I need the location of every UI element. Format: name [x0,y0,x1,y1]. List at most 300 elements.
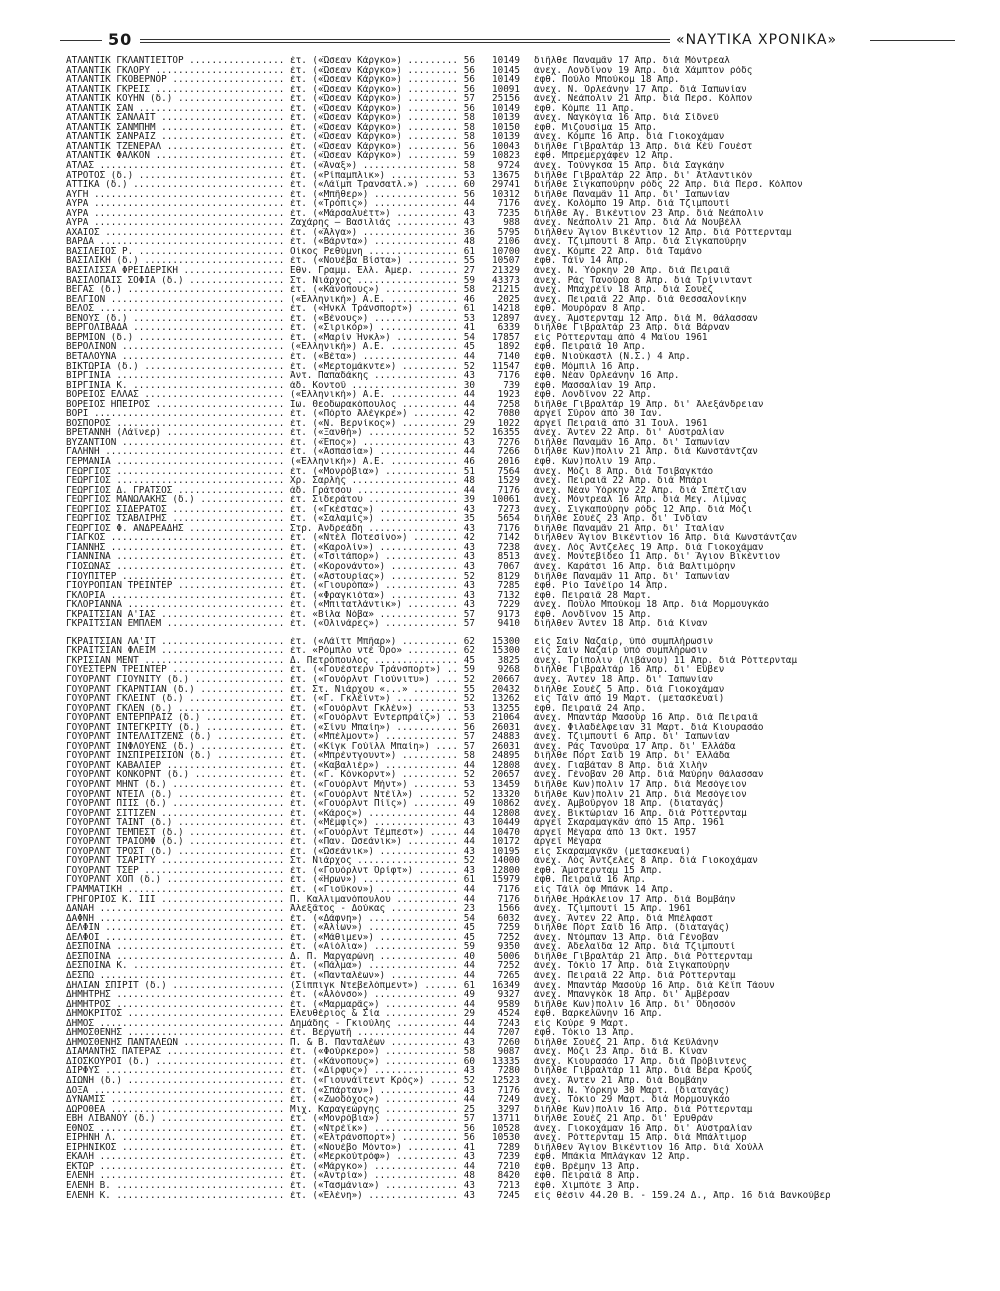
ship-owner: ἑτ. («Γιουρόπα») ..... [290,581,460,591]
ship-name: ΑΥΓΗ ..... [66,190,286,200]
ship-tonnage: 7260 [497,1037,520,1048]
ship-position: ἀνεχ. Ναγκόγια 16 Ἀπρ. διὰ Σίδνεϋ [534,113,719,123]
ship-row [66,1009,966,1019]
ship-tonnage: 10530 [492,1133,520,1143]
ship-tonnage: 7213 [497,1180,520,1191]
ship-owner: ἑτ. («Ἥρων») ..... [290,875,460,885]
ship-owner: ἑτ. («Γουέστερν Τράνσπορτ») ..... [290,665,460,675]
ship-year: 57 [463,619,475,629]
ship-owner: ἑτ. («Ἔπος») ..... [290,438,460,448]
ship-tonnage: 10470 [492,827,520,838]
ship-position: ἀνεχ. Τζιμπουτί 8 Ἀπρ. διὰ Σιγκαπούρην [534,237,747,247]
ship-row [66,352,966,362]
ship-year: 44 [463,1018,475,1029]
ship-row [66,447,966,457]
ship-row [66,809,966,819]
ship-owner: ἑτ. («Γουόρλντ Γιούνιτυ») ..... [290,675,460,685]
ship-name: ΑΤΤΙΚΑ (δ.) ..... [66,180,286,190]
ship-name: ΓΙΑΝΝΗΣ ..... [66,543,286,553]
ship-row [66,581,966,591]
ship-position: ἀνεχ. Ἄμστερνταμ 12 Ἀπρ. διὰ Μ. Θάλασσαν [534,313,758,324]
ship-year: 36 [463,227,475,238]
ship-name: ΓΟΥΟΡΛΝΤ ΓΚΛΕΝ (δ.) ..... [66,704,286,714]
ship-tonnage: 10139 [492,132,520,142]
ship-row [66,132,966,142]
ship-owner: Ἀλεξᾶτος - Δούκας ..... [290,904,460,914]
ship-row [66,285,966,295]
ship-tonnage: 14000 [492,856,520,866]
ship-year: 57 [463,94,475,104]
ship-row [66,514,966,524]
ship-owner: ἑτ. («Αἰόλια») ..... [290,942,460,952]
ship-owner: ἑτ. («Κορονάντο») ..... [290,562,460,572]
ship-name: ΔΕΣΠΟΙΝΑ Κ. ..... [66,961,286,971]
ship-year: 39 [463,495,475,505]
group-gap [66,629,966,637]
ship-tonnage: 7080 [497,409,520,419]
ship-row [66,428,966,438]
ship-position: ἀνεχ. Ἄντεν 22 Ἀπρ. διὰ Μπέλφαστ [534,913,714,924]
ship-year: 44 [463,447,475,457]
ship-row [66,1133,966,1143]
ship-tonnage: 9268 [497,665,520,675]
ship-position: ἀργεῖ Μέγαρα ἀπὸ 13 Ὀκτ. 1957 [534,827,697,838]
ship-name: ΓΟΥΟΡΛΝΤ ΙΝΦΛΟΥΕΝΣ (δ.) ..... [66,742,286,752]
ship-owner: ἑτ. («Κάρος») ..... [290,809,460,819]
ship-row [66,828,966,838]
ship-year: 56 [463,84,475,95]
ship-tonnage: 8513 [497,552,520,562]
ship-owner: Ἀντ. Παπαδάκης ..... [290,371,460,381]
ship-name: ΑΥΡΑ ..... [66,199,286,209]
ship-tonnage: 7176 [497,523,520,534]
ship-owner: ἑτ. («Γουόρλντ Ντέϊλ») ..... [290,790,460,800]
ship-name: ΒΥΖΑΝΤΙΟΝ ..... [66,438,286,448]
ship-position: ἀνεχ. Καράτσι 16 Ἀπρ. διὰ Βαλτιμόρην [534,561,736,572]
ship-owner: ἑτ. («Γκέστας») ..... [290,505,460,515]
ship-tonnage: 7280 [497,1066,520,1076]
ship-name: ΒΟΡΙ ..... [66,409,286,419]
ship-position: ἐφθ. Κόμπε 11 Ἀπρ. [534,103,635,114]
ship-tonnage: 9724 [497,161,520,171]
ship-owner: ἑτ. («Ντρέϊκ») ..... [290,1124,460,1134]
ship-year: 49 [463,799,475,809]
ship-owner: ἑτ. («Ὀλινάρες») ..... [290,619,460,629]
ship-tonnage: 7176 [497,1085,520,1096]
ship-year: 42 [463,409,475,419]
ship-row [66,591,966,601]
ship-row [66,457,966,467]
ship-tonnage: 13262 [492,694,520,704]
ship-position: ἐφθ. Πειραιᾶ 10 Ἀπρ. [534,342,646,352]
ship-tonnage: 7067 [497,561,520,572]
ship-year: 52 [463,428,475,438]
ship-position: ἀνεχ. Λὸς Ἄντζελες 8 Ἀπρ. διὰ Γιοκοχάμαν [534,856,758,866]
ship-position: ἀνεχ. Λονδῖνον 19 Ἀπρ. διὰ Χάμπτον ρόδς [534,65,753,76]
ship-position: ἀργεῖ Μέγαρα [534,837,602,847]
ship-owner: («Ἑλληνική») Α.Ε. ..... [290,295,460,305]
ship-owner: Στρ. Ἀνδρεάδη ..... [290,524,460,534]
ship-tonnage: 10172 [492,837,520,847]
ship-name: ΓΕΩΡΓΙΟΣ Φ. ΑΝΔΡΕΑΔΗΣ ..... [66,524,286,534]
ship-name: ΑΤΛΑΝΤΙΚ ΣΑΝ ..... [66,104,286,114]
ship-tonnage: 7176 [497,485,520,496]
ship-position: διῆλθε Κων)πολιν 17 Ἀπρ. διὰ Μεσόγειον [534,780,747,790]
ship-name: ΕΒΗ ΛΙΒΑΝΟΥ (δ.) ..... [66,1114,286,1124]
ship-row [66,190,966,200]
ship-owner: ἑτ. («Γουόρλντ Μήντ») ..... [290,780,460,790]
ship-position: ἀνεχ. Ἄντεν 21 Ἀπρ. διὰ Βομβάην [534,1075,708,1086]
ship-row [66,409,966,419]
ship-position: ἐφθ. Μασσαλίαν 19 Ἀπρ. [534,380,658,391]
ship-year: 59 [463,151,475,162]
ship-name: ΒΕΝΟΥΣ (δ.) ..... [66,314,286,324]
ship-row [66,875,966,885]
ship-position: ἀνεχ. Τούνγκσα 15 Ἀπρ. διὰ Σαγκάην [534,161,725,171]
ship-owner: Χρ. Σαρλής ..... [290,476,460,486]
ship-year: 53 [463,313,475,324]
ship-year: 55 [463,684,475,695]
ship-position: διῆλθεν Ἅγιον Βικέντιον 16 Ἀπρ. διὰ Κωνστάντζαν [534,533,798,543]
ship-row [66,818,966,828]
ship-position: διῆλθε Γιβραλτὰρ 11 Ἀπρ. διὰ Βέρα Κρούζ [534,1066,753,1076]
ship-year: 30 [463,380,475,391]
ship-year: 61 [463,246,475,257]
ship-position: ἐφθ. Ρίο Ἰανέϊρο 14 Ἀπρ. [534,581,669,591]
ship-owner: ἑτ. («Ὤσεαν Κάργκο») ..... [290,132,460,142]
ship-year: 27 [463,266,475,276]
ship-year: 45 [463,342,475,352]
ship-year: 56 [463,189,475,200]
ship-position: διῆλθε Γιβραλτὰρ 16 Ἀπρ. δι' Εὔβεν [534,665,725,675]
ship-owner: ἑτ. («Ὤσεαν Κάργκο») ..... [290,123,460,133]
ship-name: ΕΛΕΝΗ Κ. ..... [66,1191,286,1201]
ship-tonnage: 10528 [492,1123,520,1134]
ship-year: 53 [463,713,475,723]
ship-name: ΑΤΛΑΝΤΙΚ ΤΖΕΝΕΡΑΛ ..... [66,142,286,152]
ship-name: ΒΟΡΕΙΟΣ ΗΠΕΙΡΟΣ ..... [66,400,286,410]
ship-position: ἀνεχ. Λὸς Ἄντζελες 19 Ἀπρ. διὰ Γιοκοχάμαν [534,542,764,553]
ship-row [66,161,966,171]
ship-year: 54 [463,332,475,343]
publication-title: «ΝΑΥΤΙΚΑ ΧΡΟΝΙΚΑ» [676,32,838,48]
ship-name: ΓΟΥΟΡΛΝΤ ΧΟΠ (δ.) ..... [66,875,286,885]
ship-tonnage: 20667 [492,675,520,685]
ship-owner: ἑτ. («Γιουνάϊτεντ Κρός») ..... [290,1076,460,1086]
ship-tonnage: 988 [503,218,520,228]
ship-name: ΑΥΡΑ ..... [66,218,286,228]
ship-position: ἀνεχ. Μπαντὰρ Μασοὺρ 16 Ἀπρ. διὰ Κέϊπ Τάουν [534,980,775,991]
ship-position: ἀνεχ. Πούλο Μπούκομ 18 Ἀπρ. διὰ Μορμουγκάο [534,600,770,610]
ship-row [66,333,966,343]
ship-owner: Δ. Πετρόπουλος ..... [290,656,460,666]
ship-position: ἐφθ. Κων)πολιν 19 Ἀπρ. [534,456,658,467]
ship-year: 44 [463,1095,475,1105]
ship-row [66,637,966,647]
ship-year: 58 [463,122,475,133]
ship-name: ΒΕΛΟΣ ..... [66,304,286,314]
ship-name: ΓΙΑΓΚΟΣ ..... [66,533,286,543]
ship-row [66,847,966,857]
ship-owner: ἑτ. («Ὤσεαν Κάργκο») ..... [290,151,460,161]
ship-year: 44 [463,961,475,971]
ship-name: ΓΟΥΟΡΛΝΤ ΤΕΜΠΕΣΤ (δ.) ..... [66,828,286,838]
ship-owner: ἑτ. («Ὤσεαν Κάργκο») ..... [290,94,460,104]
ship-position: εἰς Σαὶν Ναζαίρ, ὑπὸ συμπλήρωσιν [534,636,714,647]
ship-owner: ἑτ. («Μπέλμοντ») ..... [290,732,460,742]
ship-owner: ἑτ. («Μονρόβια») ..... [290,467,460,477]
ship-year: 56 [463,103,475,114]
ship-name: ΔΙΩΝΗ (δ.) ..... [66,1076,286,1086]
ship-tonnage: 7245 [497,1190,520,1201]
ship-row [66,1124,966,1134]
ship-year: 43 [463,208,475,219]
ship-row [66,495,966,505]
ship-owner: ἑτ. («Ἄναξ») ..... [290,161,460,171]
ship-position: ἀνεχ. Τόκιο 17 Ἀπρ. διὰ Σιγκαπούρην [534,961,730,971]
ship-owner: ἑτ. («Ὤσεαν Κάργκο») ..... [290,142,460,152]
ship-year: 44 [463,199,475,209]
ship-year: 43 [463,1180,475,1191]
ship-tonnage: 20657 [492,770,520,781]
ship-tonnage: 7252 [497,961,520,971]
ship-owner: ἑτ. («Γ. Γκλέϊντ») ..... [290,694,460,704]
ship-year: 45 [463,923,475,933]
ship-row [66,562,966,572]
ship-row [66,1105,966,1115]
ship-tonnage: 7273 [497,504,520,515]
ship-year: 52 [463,789,475,800]
ship-tonnage: 10150 [492,122,520,133]
ship-owner: ἑτ. («Ἑλένη») ..... [290,1191,460,1201]
ship-row [66,295,966,305]
ship-owner: ἑτ. («Σίνυ Μπαίη») ..... [290,723,460,733]
ship-row [66,1000,966,1010]
ship-owner: ἑτ. («Ξανθή») ..... [290,428,460,438]
ship-year: 52 [463,361,475,372]
ship-row [66,656,966,666]
ship-owner: ἑτ. («Λάϊττ Μπῆαρ») ..... [290,637,460,647]
ship-position: ἀνεχ. Μόζι 23 Ἀπρ. διὰ Β. Κίναν [534,1047,708,1057]
ship-row [66,856,966,866]
ship-position: εἰς Σαὶν Ναζαίρ ὑπὸ συμπλήρωσιν [534,646,708,656]
ship-owner: ἑτ. («Γουόρλντ Ὀρίφτ») ..... [290,866,460,876]
ship-name: ΓΚΛΟΡΙΑ ..... [66,591,286,601]
ship-year: 43 [463,1190,475,1201]
ship-owner: ἑτ. («Ἀσπασία») ..... [290,447,460,457]
ship-year: 43 [463,1152,475,1162]
ship-name: ΕΙΡΗΝΙΚΟΣ ..... [66,1143,286,1153]
ship-tonnage: 7229 [497,600,520,610]
ship-name: ΒΙΚΤΩΡΙΑ (δ.) ..... [66,362,286,372]
ship-owner: («Ἑλληνική») Α.Ε. ..... [290,457,460,467]
ship-row [66,552,966,562]
ship-tonnage: 7289 [497,1142,520,1153]
ship-tonnage: 5654 [497,514,520,524]
ship-row [66,1191,966,1201]
ship-year: 43 [463,846,475,857]
ship-name: ΑΧΑΙΟΣ ..... [66,228,286,238]
ship-row [66,799,966,809]
ship-owner: ἑτ. («Γιοῦκον») ..... [290,885,460,895]
ship-year: 53 [463,170,475,181]
ship-owner: ἑτ. («Μπῆθερ») ..... [290,190,460,200]
ship-owner: ἑτ. Στ. Νιάρχου «...» ..... [290,685,460,695]
ship-name: ΓΕΩΡΓΙΟΣ ΤΣΑΒΛΙΡΗΣ ..... [66,514,286,524]
ship-position: ἀνεχ. Ἀδελαΐδα 12 Ἀπρ. διὰ Τζιμπουτί [534,942,736,952]
ship-position: ἀνεχ. Μπανγκὸκ 18 Ἀπρ. δι' Ἀμβέρσαν [534,990,730,1000]
ship-row [66,981,966,991]
ship-row [66,1171,966,1181]
ship-name: ΒΟΡΕΙΟΣ ΕΛΛΑΣ ..... [66,390,286,400]
ship-name: ΑΤΛΑΝΤΙΚ ΓΚΟΒΕΡΝΟΡ ..... [66,75,286,85]
ship-row [66,685,966,695]
ship-owner: ἑτ. («Καρολίν») ..... [290,543,460,553]
ship-row [66,1114,966,1124]
ship-row [66,723,966,733]
ship-tonnage: 2025 [497,294,520,305]
ship-position: διῆλθε Σιγκαπούρην ρόδς 22 Ἀπρ. διὰ Περσ. Κόλπον [534,180,803,190]
ship-tonnage: 7140 [497,351,520,362]
ship-tonnage: 10061 [492,495,520,505]
ship-row [66,694,966,704]
ship-tonnage: 10149 [492,75,520,85]
ship-owner: ἑτ. («Δάφνη») ..... [290,914,460,924]
ship-owner: ἑτ. («Ἀστουρίας») ..... [290,572,460,582]
ship-owner: ἑτ. («Μερτομάκντε») ..... [290,362,460,372]
ship-name: ΓΚΡΑΪΤΣΙΑΝ ΛΑ'ΪΤ ..... [66,637,286,647]
ship-tonnage: 9350 [497,942,520,952]
ship-owner: ἑτ. («Βάρντα») ..... [290,237,460,247]
ship-tonnage: 17857 [492,332,520,343]
ship-name: ΓΙΟΥΠΙΤΕΡ ..... [66,572,286,582]
ship-row [66,151,966,161]
ship-tonnage: 7235 [497,208,520,219]
ship-name: ΓΟΥΟΡΛΝΤ ΓΚΑΡΝΤΙΑΝ (δ.) ..... [66,685,286,695]
ship-name: ΓΕΩΡΓΙΟΣ ..... [66,467,286,477]
ship-position: ἀνεχ. Μπαντὰρ Μασοὺρ 16 Ἀπρ. διὰ Πειραιᾶ [534,713,758,723]
ship-owner: ἑτ. («Κάνοπους») ..... [290,285,460,295]
ship-row [66,1038,966,1048]
ship-name: ΕΛΕΝΗ ..... [66,1171,286,1181]
ship-name: ΔΗΛΙΑΝ ΣΠΙΡΙΤ (δ.) ..... [66,981,286,991]
ship-name: ΓΚΛΟΡΙΑΝΝΑ ..... [66,600,286,610]
ship-name: ΓΟΥΟΡΛΝΤ ΕΝΤΕΡΠΡΑΪΖ (δ.) ..... [66,713,286,723]
ship-tonnage: 16355 [492,428,520,438]
ship-position: ἐφθ. Πειραιᾶ 16 Ἀπρ. [534,875,646,886]
ship-position: ἀνεχ. Μόντρεαλ 16 Ἀπρ. διὰ Μεγ. Λίμνας [534,495,747,505]
ship-year: 48 [463,237,475,247]
ship-row [66,304,966,314]
ship-position: διῆλθε Σουέζ 21 Ἀπρ. δι' Ἐρυθρὰν [534,1114,714,1124]
ship-name: ΓΟΥΟΡΛΝΤ ΤΡΟΣΤ (δ.) ..... [66,847,286,857]
ship-position: ἐφθ. Τάϊν 14 Ἀπρ. [534,256,630,267]
ship-tonnage: 7210 [497,1161,520,1172]
ship-position: ἀνεχ. Νεάπολιν 21 Ἀπρ. διὰ Λὰ Νουβέλλ [534,218,742,228]
ship-position: εἰς Κούρε 9 Μαρτ. [534,1018,630,1029]
ship-year: 44 [463,808,475,819]
ship-year: 49 [463,990,475,1000]
ship-year: 61 [463,875,475,886]
ship-position: διῆλθε Κων)πολιν 16 Ἀπρ. δι' Ὀδησσὸν [534,999,736,1010]
ship-row [66,390,966,400]
ship-year: 58 [463,285,475,295]
ship-year: 25 [463,1104,475,1115]
ship-tonnage: 15979 [492,875,520,886]
ship-year: 43 [463,818,475,828]
ship-name: ΓΟΥΟΡΛΝΤ ΠΙΪΣ (δ.) ..... [66,799,286,809]
ship-owner: Δ. Π. Μαργαρώνη ..... [290,952,460,962]
ship-name: ΓΑΛΗΝΗ ..... [66,447,286,457]
ship-tonnage: 7142 [497,533,520,543]
ship-name: ΔΙΟΣΚΟΥΡΟΙ (δ.) ..... [66,1057,286,1067]
ship-owner: ἑτ. («Μπρέντγουντ») ..... [290,751,460,761]
ship-position: διῆλθε Κων)πολιν 16 Ἀπρ. διὰ Ρόττερνταμ [534,1104,753,1115]
ship-position: ἀνεχ. Γιαβάταν 8 Ἀπρ. διὰ Χιλὴν [534,760,708,771]
ship-year: 45 [463,932,475,943]
ship-tonnage: 7207 [497,1028,520,1038]
ship-position: ἐφθ. Λονδῖνον 15 Ἀπρ. [534,609,652,620]
ship-tonnage: 8129 [497,571,520,582]
ship-row [66,1066,966,1076]
ship-position: ἐφθ. Μόμπιλ 16 Ἀπρ. [534,361,641,372]
ship-name: ΓΕΩΡΓΙΟΣ ΜΑΝΩΛΑΚΗΣ (δ.) ..... [66,495,286,505]
ship-row [66,1181,966,1191]
ship-position: ἀνεχ. Ντόμπαν 13 Ἀπρ. διὰ Γένοβαν [534,932,719,943]
ship-name: ΔΥΝΑΜΙΣ ..... [66,1095,286,1105]
ship-year: 53 [463,780,475,790]
ship-owner: ἑτ. («Σπάρταν») ..... [290,1086,460,1096]
ship-row [66,323,966,333]
ship-tonnage: 7239 [497,1152,520,1162]
ship-position: διῆλθεν Ἄντεν 18 Ἀπρ. διὰ Κίναν [534,619,708,629]
ship-position: ἐφθ. Μπάκια Μπλάγκαν 12 Ἀπρ. [534,1152,691,1162]
ship-name: ΓΟΥΟΡΛΝΤ ΤΑΪΝΤ (δ.) ..... [66,818,286,828]
ship-year: 43 [463,552,475,562]
ship-owner: ἑτ. («Καβαλιέρ») ..... [290,761,460,771]
ship-position: διῆλθε Πόρτ Σαΐδ 19 Ἀπρ. δι' Ἑλλάδα [534,751,730,761]
ship-year: 29 [463,418,475,429]
ship-position: ἀνεχ. Ἀμβοῦργον 18 Ἀπρ. (διαταγάς) [534,799,725,809]
ship-name: ΒΑΣΙΛΕΙΟΣ Ρ. ..... [66,247,286,257]
ship-owner: («Ἑλληνική») Α.Ε. ..... [290,342,460,352]
ship-tonnage: 1892 [497,342,520,352]
ship-position: ἀργεῖ Σκαραμαγκᾶν ἀπὸ 15 Ἀπρ. 1961 [534,818,725,828]
ship-row [66,342,966,352]
ship-row [66,438,966,448]
ship-row [66,1028,966,1038]
ship-position: διῆλθε Παναμᾶν 21 Ἀπρ. δι' Ἰταλίαν [534,523,725,534]
ship-owner: ἑτ. («Ντέλ Ποτεσίνο») ..... [290,533,460,543]
ship-position: διῆλθεν Ἅγιον Βικέντιον 16 Ἀπρ. διὰ Χούλλ [534,1142,764,1153]
ship-position: εἰς Σκαραμαγκᾶν (μετασκευαί) [534,846,691,857]
ship-year: 44 [463,970,475,981]
ship-owner: ἑτ. («Ὤσεαν Κάργκο») ..... [290,113,460,123]
ship-row [66,142,966,152]
ship-year: 58 [463,132,475,142]
ship-year: 60 [463,180,475,190]
ship-owner: ἑτ. («Νουέβο Μόντο») ..... [290,1143,460,1153]
ship-row [66,218,966,228]
ship-year: 41 [463,1142,475,1153]
ship-tonnage: 13711 [492,1114,520,1124]
ship-tonnage: 2016 [497,456,520,467]
ship-position: ἀνεχ. Τζιμπουτί 6 Ἀπρ. δι' Ἰαπωνίαν [534,732,730,742]
ship-row [66,961,966,971]
ship-tonnage: 7258 [497,399,520,410]
ship-owner: Ἑθν. Γραμμ. Ἑλλ. Ἀμερ. ..... [290,266,460,276]
ship-position: ἀνεχ. Ράς Τανούρα 8 Ἀπρ. διὰ Τρίνινταντ [534,275,753,286]
